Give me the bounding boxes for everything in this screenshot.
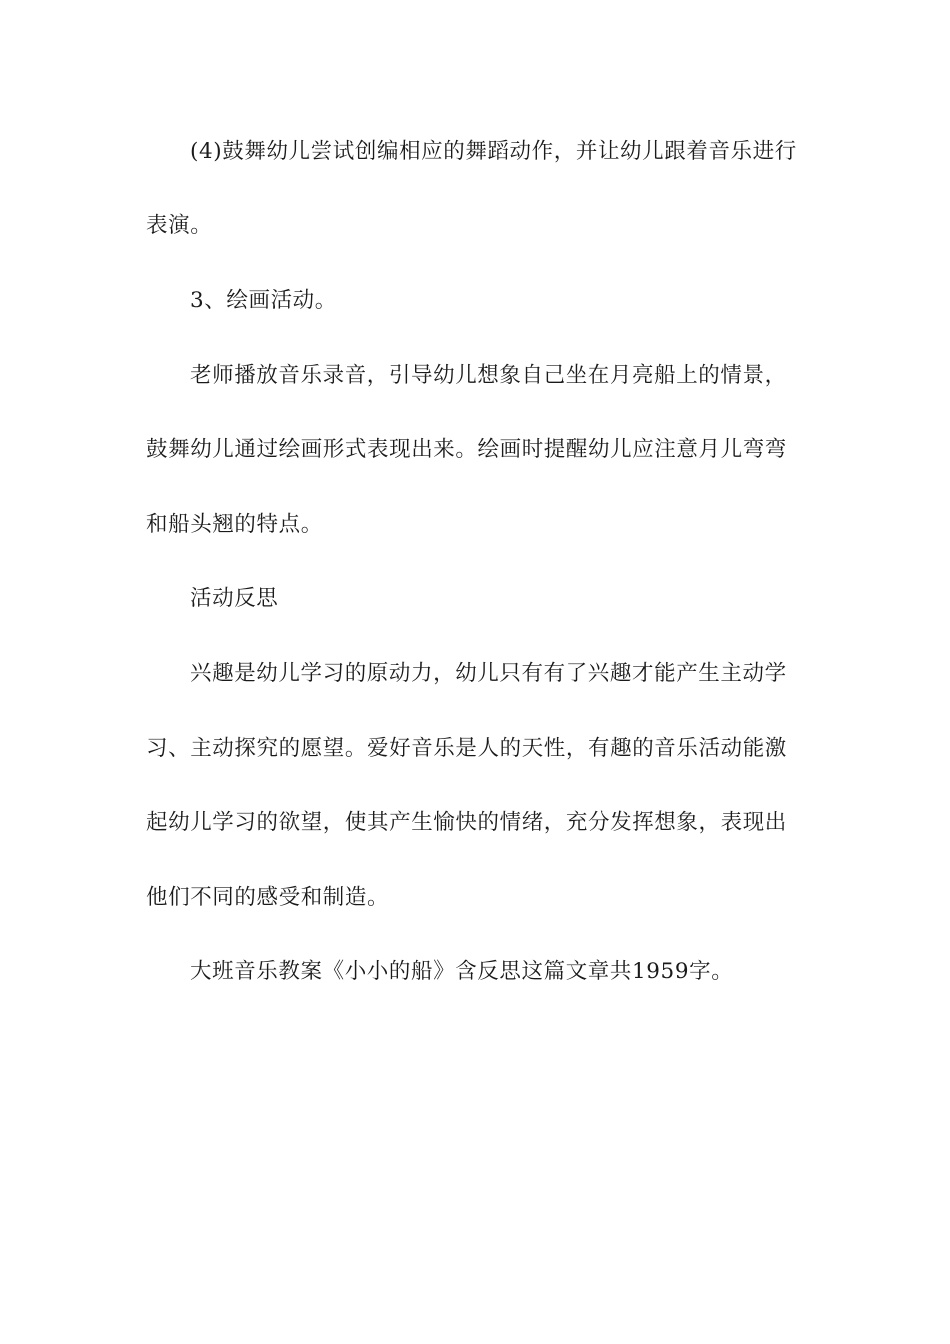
paragraph-reflection-line-1: 兴趣是幼儿学习的原动力，幼儿只有有了兴趣才能产生主动学 bbox=[190, 661, 787, 686]
paragraph-drawing-line-2: 鼓舞幼儿通过绘画形式表现出来。绘画时提醒幼儿应注意月儿弯弯 bbox=[146, 437, 787, 462]
paragraph-dance-line-1: (4)鼓舞幼儿尝试创编相应的舞蹈动作，并让幼儿跟着音乐进行 bbox=[190, 139, 797, 164]
paragraph-reflection-line-4: 他们不同的感受和制造。 bbox=[146, 885, 390, 910]
article-summary: 大班音乐教案《小小的船》含反思这篇文章共1959字。 bbox=[190, 959, 734, 984]
paragraph-reflection-line-2: 习、主动探究的愿望。爱好音乐是人的天性，有趣的音乐活动能激 bbox=[146, 736, 787, 761]
paragraph-reflection-line-3: 起幼儿学习的欲望，使其产生愉快的情绪，充分发挥想象，表现出 bbox=[146, 810, 787, 835]
paragraph-drawing-line-1: 老师播放音乐录音，引导幼儿想象自己坐在月亮船上的情景， bbox=[190, 363, 787, 388]
section-heading-drawing: 3、绘画活动。 bbox=[190, 288, 337, 313]
section-heading-reflection: 活动反思 bbox=[190, 586, 279, 611]
paragraph-dance-line-2: 表演。 bbox=[146, 213, 213, 238]
paragraph-drawing-line-3: 和船头翘的特点。 bbox=[146, 512, 323, 537]
